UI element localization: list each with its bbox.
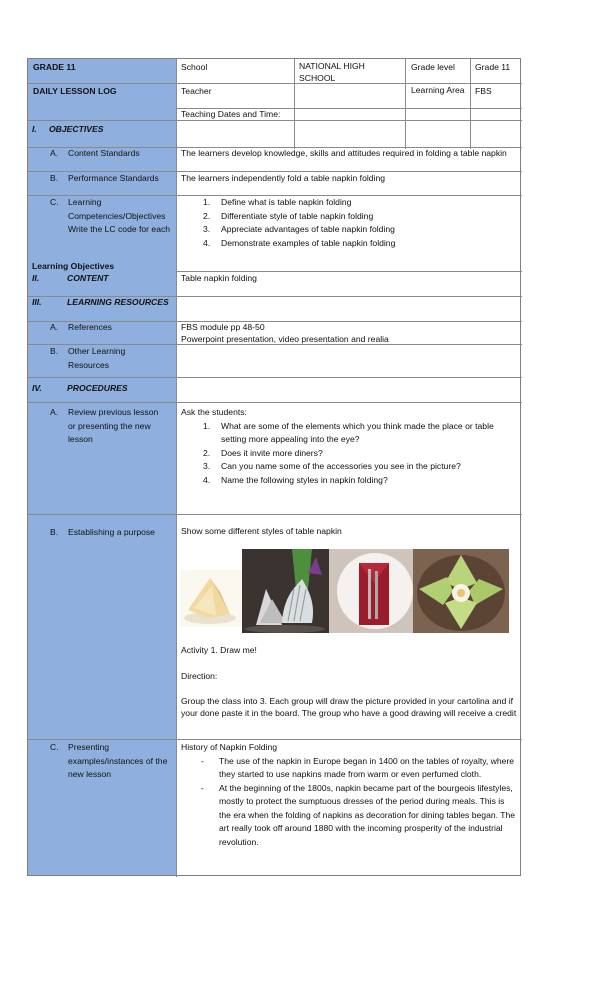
references-line: Powerpoint presentation, video presentation and realia xyxy=(181,334,389,344)
lesson-log-table xyxy=(27,58,521,876)
references-line: FBS module pp 48-50 xyxy=(181,322,265,332)
other-resources-label: Other Learning Resources xyxy=(68,346,126,370)
content-standards-letter: A. xyxy=(50,148,59,158)
resources-number: III. xyxy=(32,297,42,307)
procedures-heading: PROCEDURES xyxy=(67,383,128,393)
show-napkins-text: Show some different styles of table napkin xyxy=(181,526,342,536)
learning-area-label: Learning Area xyxy=(411,85,465,95)
competencies-letter: C. xyxy=(50,197,59,207)
content-standards-text: The learners develop knowledge, skills and attitudes required in folding a table napkin xyxy=(181,148,507,158)
direction-label: Direction: xyxy=(181,671,218,681)
school-value: NATIONAL HIGH SCHOOL xyxy=(299,61,365,83)
list-item: - The use of the napkin in Europe began in 1400 on the tables of royalty, where they started to use napkins made from warm or even perfumed cloth. xyxy=(201,755,515,779)
references-text xyxy=(181,321,389,345)
list-item: 4. Demonstrate examples of table napkin folding xyxy=(203,237,396,248)
history-title: History of Napkin Folding xyxy=(181,742,278,752)
competencies-list xyxy=(181,196,516,250)
content-standards-label: Content Standards xyxy=(68,148,140,158)
learning-area-value: FBS xyxy=(475,86,492,96)
grade-title: GRADE 11 xyxy=(33,62,76,72)
content-number: II. xyxy=(32,273,40,283)
presenting-letter: C. xyxy=(50,742,59,752)
other-resources-letter: B. xyxy=(50,346,59,356)
list-item: - At the beginning of the 1800s, napkin became part of the bourgeois lifestyles, mostly to protect the sumptuous dresses of the period during meals. This is the era when the folding of napkins as decoration for dining tables began. The art really took off around 1880 with the incoming prosperity of the industrial revolution. xyxy=(201,782,516,847)
performance-standards-text: The learners independently fold a table napkin folding xyxy=(181,173,386,183)
list-item: 1. Define what is table napkin folding xyxy=(203,197,352,207)
activity-title: Activity 1. Draw me! xyxy=(181,645,257,655)
presenting-label: Presenting examples/instances of the new lesson xyxy=(68,742,168,779)
performance-standards-label: Performance Standards xyxy=(68,173,159,183)
purpose-letter: B. xyxy=(50,527,59,537)
list-item: 3. Can you name some of the accessories you see in the picture? xyxy=(203,461,461,471)
learning-objectives-label: Learning Objectives xyxy=(32,261,115,271)
content-text: Table napkin folding xyxy=(181,273,257,283)
review-label: Review previous lesson or presenting the new lesson xyxy=(68,407,159,444)
objectives-number: I. xyxy=(32,124,37,134)
review-letter: A. xyxy=(50,407,59,417)
list-item: 2. Does it invite more diners? xyxy=(203,447,323,458)
school-label: School xyxy=(181,62,208,72)
performance-standards-letter: B. xyxy=(50,173,59,183)
teaching-dates-label: Teaching Dates and Time: xyxy=(181,109,281,119)
procedures-number: IV. xyxy=(32,383,42,393)
log-title: DAILY LESSON LOG xyxy=(33,86,117,96)
group-instruction: Group the class into 3. Each group will draw the picture provided in your cartolina and if your done paste it in the board. The group who have a good drawing will receive a credit xyxy=(181,696,517,718)
napkin-photo-bishop-hat xyxy=(180,570,242,627)
objectives-heading: OBJECTIVES xyxy=(49,124,104,134)
content-heading: CONTENT xyxy=(67,273,109,283)
history-content xyxy=(181,741,516,849)
references-label: References xyxy=(68,322,112,332)
review-content xyxy=(181,406,516,487)
purpose-label: Establishing a purpose xyxy=(68,527,155,537)
grade-level-label: Grade level xyxy=(411,62,455,72)
list-item: 4. Name the following styles in napkin folding? xyxy=(203,474,388,485)
references-letter: A. xyxy=(50,322,59,332)
napkin-photo-fans xyxy=(242,549,329,633)
resources-heading: LEARNING RESOURCES xyxy=(67,297,169,307)
list-item: 2. Differentiate style of table napkin folding xyxy=(203,210,374,221)
napkin-photo-pocket-fold xyxy=(329,549,413,633)
grade-level-value: Grade 11 xyxy=(475,62,511,72)
list-item: 3. Appreciate advantages of table napkin folding xyxy=(203,224,395,234)
review-intro: Ask the students: xyxy=(181,407,247,417)
teacher-label: Teacher xyxy=(181,86,212,96)
list-item: 1. What are some of the elements which you think made the place or table setting more appealing into the eye? xyxy=(203,420,494,444)
napkin-photo-flower-fold xyxy=(413,549,509,633)
competencies-label: Learning Competencies/Objectives Write the LC code for each xyxy=(68,197,171,234)
